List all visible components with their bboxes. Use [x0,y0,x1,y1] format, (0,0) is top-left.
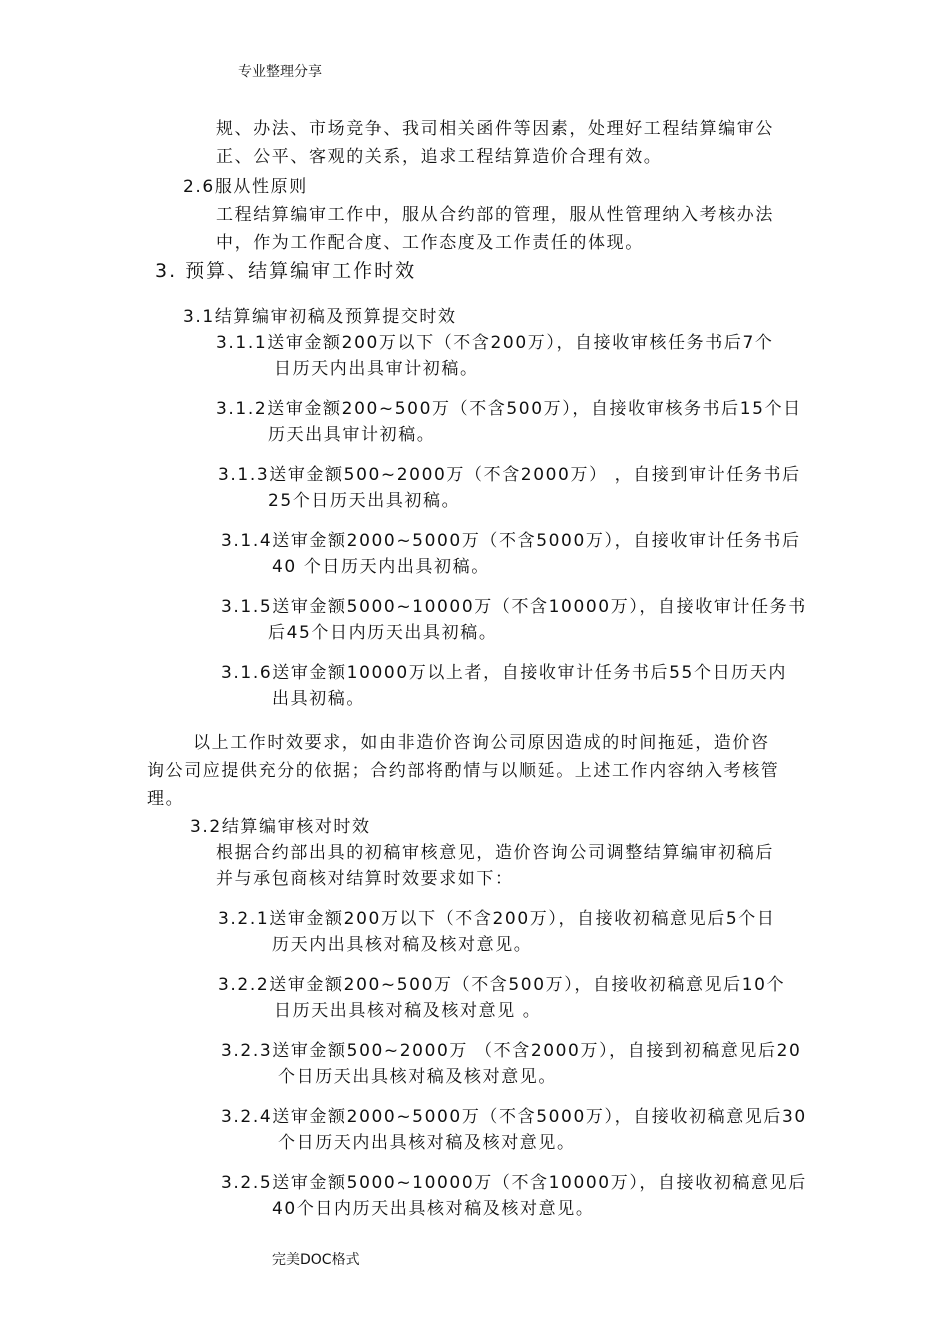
list-item-3-1-3-cont: 25个日历天出具初稿。 [268,491,461,511]
list-item-3-1-6-cont: 出具初稿。 [272,689,365,709]
page-footer: 完美DOC格式 [272,1252,360,1268]
list-item-3-2-2-cont: 日历天出具核对稿及核对意见 。 [274,1001,542,1021]
list-item-3-1-4-cont: 40 个日历天内出具初稿。 [272,557,490,577]
page-header: 专业整理分享 [238,64,322,80]
paragraph-line: 规、办法、市场竞争、我司相关函件等因素，处理好工程结算编审公 [216,119,774,139]
list-item-3-2-5: 3.2.5送审金额5000~10000万（不含10000万），自接收初稿意见后 [221,1173,807,1193]
paragraph-line: 理。 [147,789,185,809]
paragraph-line: 并与承包商核对结算时效要求如下： [216,869,514,889]
paragraph-line: 正、公平、客观的关系，追求工程结算造价合理有效。 [216,147,663,167]
paragraph-line: 工程结算编审工作中，服从合约部的管理，服从性管理纳入考核办法 [216,205,774,225]
list-item-3-2-3: 3.2.3送审金额500~2000万 （不含2000万），自接到初稿意见后20 [221,1041,802,1061]
list-item-3-1-3: 3.1.3送审金额500~2000万（不含2000万） ，自接到审计任务书后 [218,465,801,485]
list-item-3-1-2-cont: 历天出具审计初稿。 [268,425,436,445]
list-item-3-2-2: 3.2.2送审金额200~500万（不含500万），自接收初稿意见后10个 [218,975,786,995]
list-item-3-1-4: 3.1.4送审金额2000~5000万（不含5000万），自接收审计任务书后 [221,531,801,551]
list-item-3-1-5: 3.1.5送审金额5000~10000万（不含10000万），自接收审计任务书 [221,597,807,617]
section-3-heading: 3. 预算、结算编审工作时效 [155,260,417,282]
list-item-3-2-3-cont: 个日历天出具核对稿及核对意见。 [278,1067,557,1087]
list-item-3-1-1-cont: 日历天内出具审计初稿。 [274,359,479,379]
paragraph-line: 以上工作时效要求，如由非造价咨询公司原因造成的时间拖延，造价咨 [193,733,770,753]
paragraph-line: 询公司应提供充分的依据；合约部将酌情与以顺延。上述工作内容纳入考核管 [147,761,780,781]
list-item-3-2-4: 3.2.4送审金额2000~5000万（不含5000万），自接收初稿意见后30 [221,1107,807,1127]
list-item-3-1-2: 3.1.2送审金额200~500万（不含500万），自接收审核务书后15个日 [216,399,802,419]
list-item-3-2-1: 3.2.1送审金额200万以下（不含200万），自接收初稿意见后5个日 [218,909,776,929]
paragraph-line: 根据合约部出具的初稿审核意见，造价咨询公司调整结算编审初稿后 [216,843,774,863]
list-item-3-2-5-cont: 40个日内历天出具核对稿及核对意见。 [272,1199,595,1219]
list-item-3-2-1-cont: 历天内出具核对稿及核对意见。 [272,935,533,955]
list-item-3-1-1: 3.1.1送审金额200万以下（不含200万），自接收审核任务书后7个 [216,333,774,353]
section-3-1-title: 3.1结算编审初稿及预算提交时效 [183,307,457,327]
section-2-6-title: 2.6服从性原则 [183,177,308,197]
paragraph-line: 中，作为工作配合度、工作态度及工作责任的体现。 [216,233,644,253]
list-item-3-1-6: 3.1.6送审金额10000万以上者，自接收审计任务书后55个日历天内 [221,663,787,683]
list-item-3-2-4-cont: 个日历天内出具核对稿及核对意见。 [278,1133,576,1153]
list-item-3-1-5-cont: 后45个日内历天出具初稿。 [268,623,498,643]
section-3-2-title: 3.2结算编审核对时效 [190,817,371,837]
